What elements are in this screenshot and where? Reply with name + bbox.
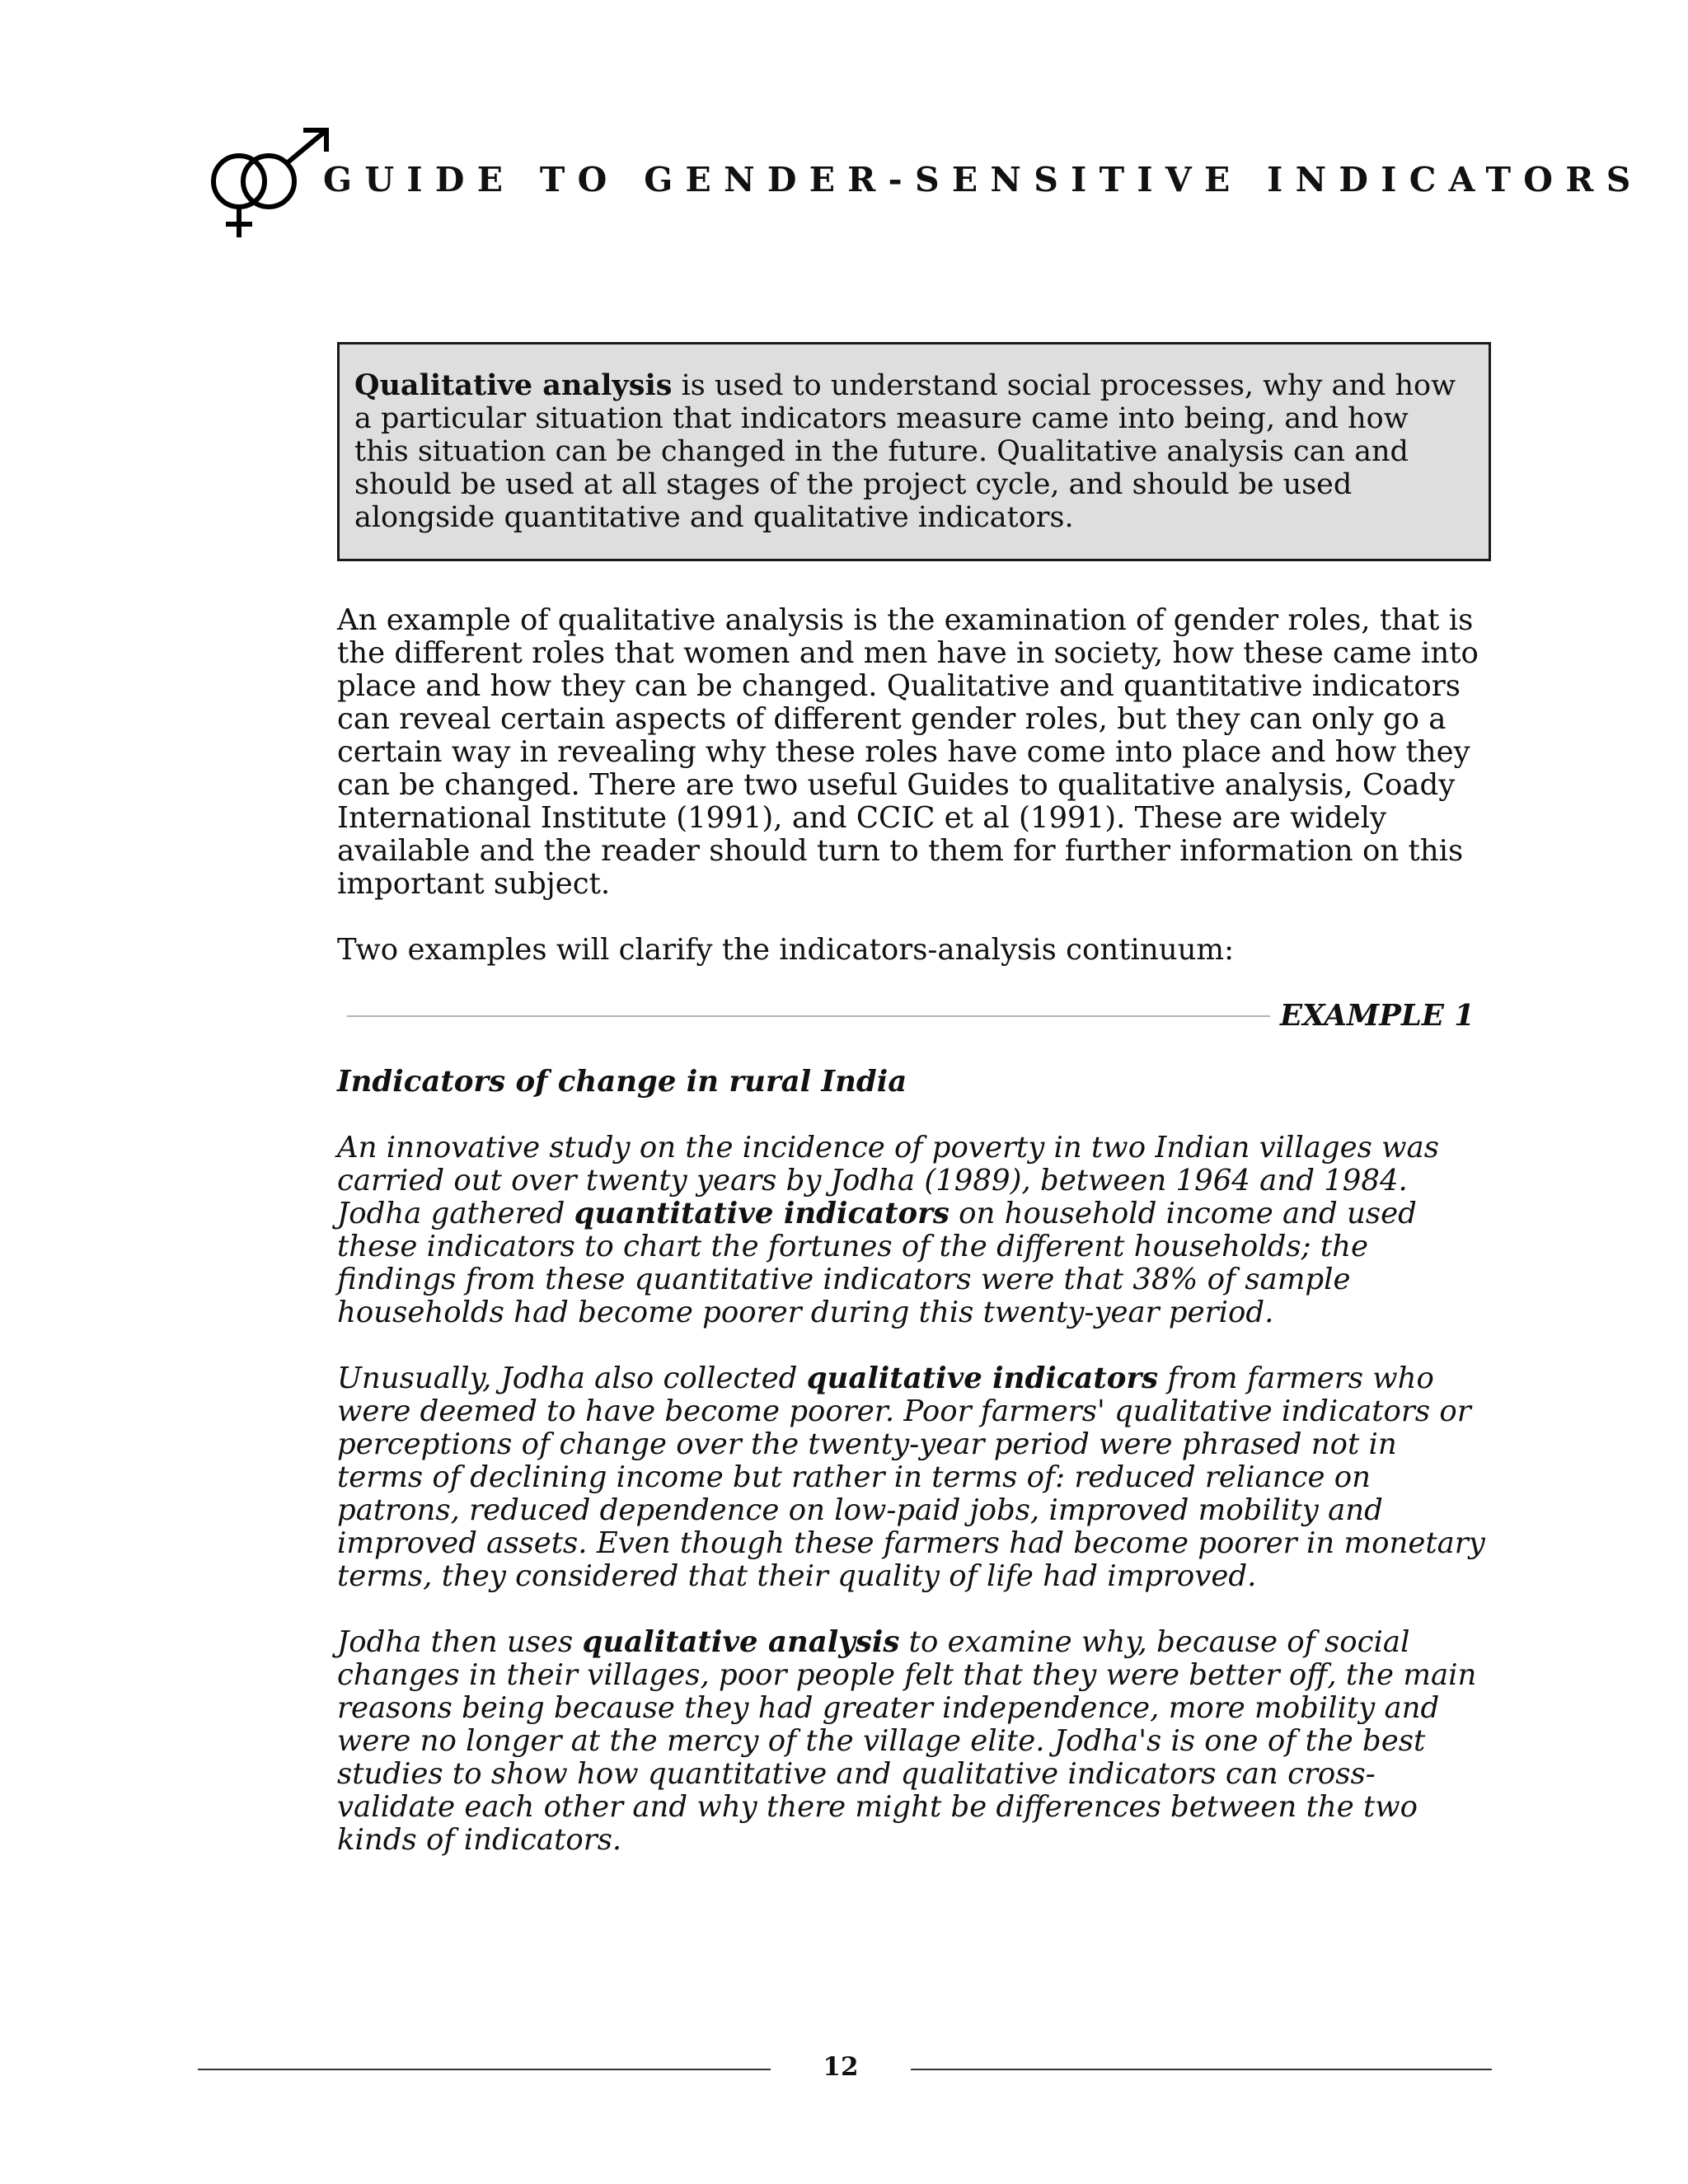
example-paragraph-3-emphasis: qualitative analysis xyxy=(582,1625,900,1659)
example-label: EXAMPLE 1 xyxy=(1280,999,1475,1033)
example-paragraph-3 xyxy=(337,1626,1491,1857)
example-paragraph-2-emphasis: qualitative indicators xyxy=(806,1361,1159,1395)
document-title: GUIDE TO GENDER-SENSITIVE INDICATORS xyxy=(323,160,1643,199)
footer-rule-left xyxy=(198,2069,771,2070)
example-paragraph-2 xyxy=(337,1362,1491,1593)
footer-rule-right xyxy=(911,2069,1492,2070)
page-content xyxy=(337,342,1491,1857)
definition-body: is used to understand social processes, why and how a particular situation that indicators measure came into being, and how this situation can be changed in the future. Qualitative analysis can and should be used at all stages of the project cycle, and should be used alongside quantitative and qualitative indicators. xyxy=(354,369,1456,534)
example-paragraph-1 xyxy=(337,1132,1491,1329)
definition-term: Qualitative analysis xyxy=(354,368,673,402)
definition-box xyxy=(337,342,1491,561)
body-paragraph-1: An example of qualitative analysis is the examination of gender roles, that is the different roles that women and men have in society, how these came into place and how they can be changed. Qualitative and quantitative indicators can reveal certain aspects of different gender roles, but they can only go a certain way in revealing why these roles have come into place and how they can be changed. There are two useful Guides to qualitative analysis, Coady International Institute (1991), and CCIC et al (1991). These are widely available and the reader should turn to them for further information on this important subject. xyxy=(337,603,1479,901)
example-paragraph-1-emphasis: quantitative indicators xyxy=(574,1197,950,1230)
example-subtitle: Indicators of change in rural India xyxy=(337,1065,907,1099)
page-footer xyxy=(198,2049,1492,2090)
example-heading-row xyxy=(337,1000,1491,1033)
body-paragraph-2: Two examples will clarify the indicators-analysis continuum: xyxy=(337,933,1235,967)
example-paragraph-2-text-b: from farmers who were deemed to have become poorer. Poor farmers' qualitative indicators or perceptions of change over the twenty-year period were phrased not in terms of declining income but rather in terms of: reduced reliance on patrons, reduced dependence on low-paid jobs, improved mobility and improved assets. Even though these farmers had become poorer in monetary terms, they considered that their quality of life had improved. xyxy=(337,1361,1485,1593)
example-paragraph-2-text-a: Unusually, Jodha also collected xyxy=(337,1361,807,1395)
definition-text xyxy=(354,369,1467,534)
example-divider xyxy=(347,1015,1270,1017)
example-paragraph-3-text-b: to examine why, because of social changes in their villages, poor people felt that they were better off, the main reasons being because they had greater independence, more mobility and were no longer at the mercy of the village elite. Jodha's is one of the best studies to show how quantitative and qualitative indicators can cross-validate each other and why there might be differences between the two kinds of indicators. xyxy=(337,1625,1477,1857)
example-paragraph-1-text-a: An innovative study on the incidence of poverty in two Indian villages was carried out over twenty years by Jodha (1989), between 1964 and 1984. Jodha gathered xyxy=(337,1131,1439,1230)
gender-symbols-icon xyxy=(206,125,338,241)
example-paragraph-1-text-b: on household income and used these indicators to chart the fortunes of the different households; the findings from these quantitative indicators were that 38% of sample households had become poorer during this twenty-year period. xyxy=(337,1197,1417,1329)
example-paragraph-3-text-a: Jodha then uses xyxy=(337,1625,583,1659)
page-number: 12 xyxy=(823,2052,859,2082)
